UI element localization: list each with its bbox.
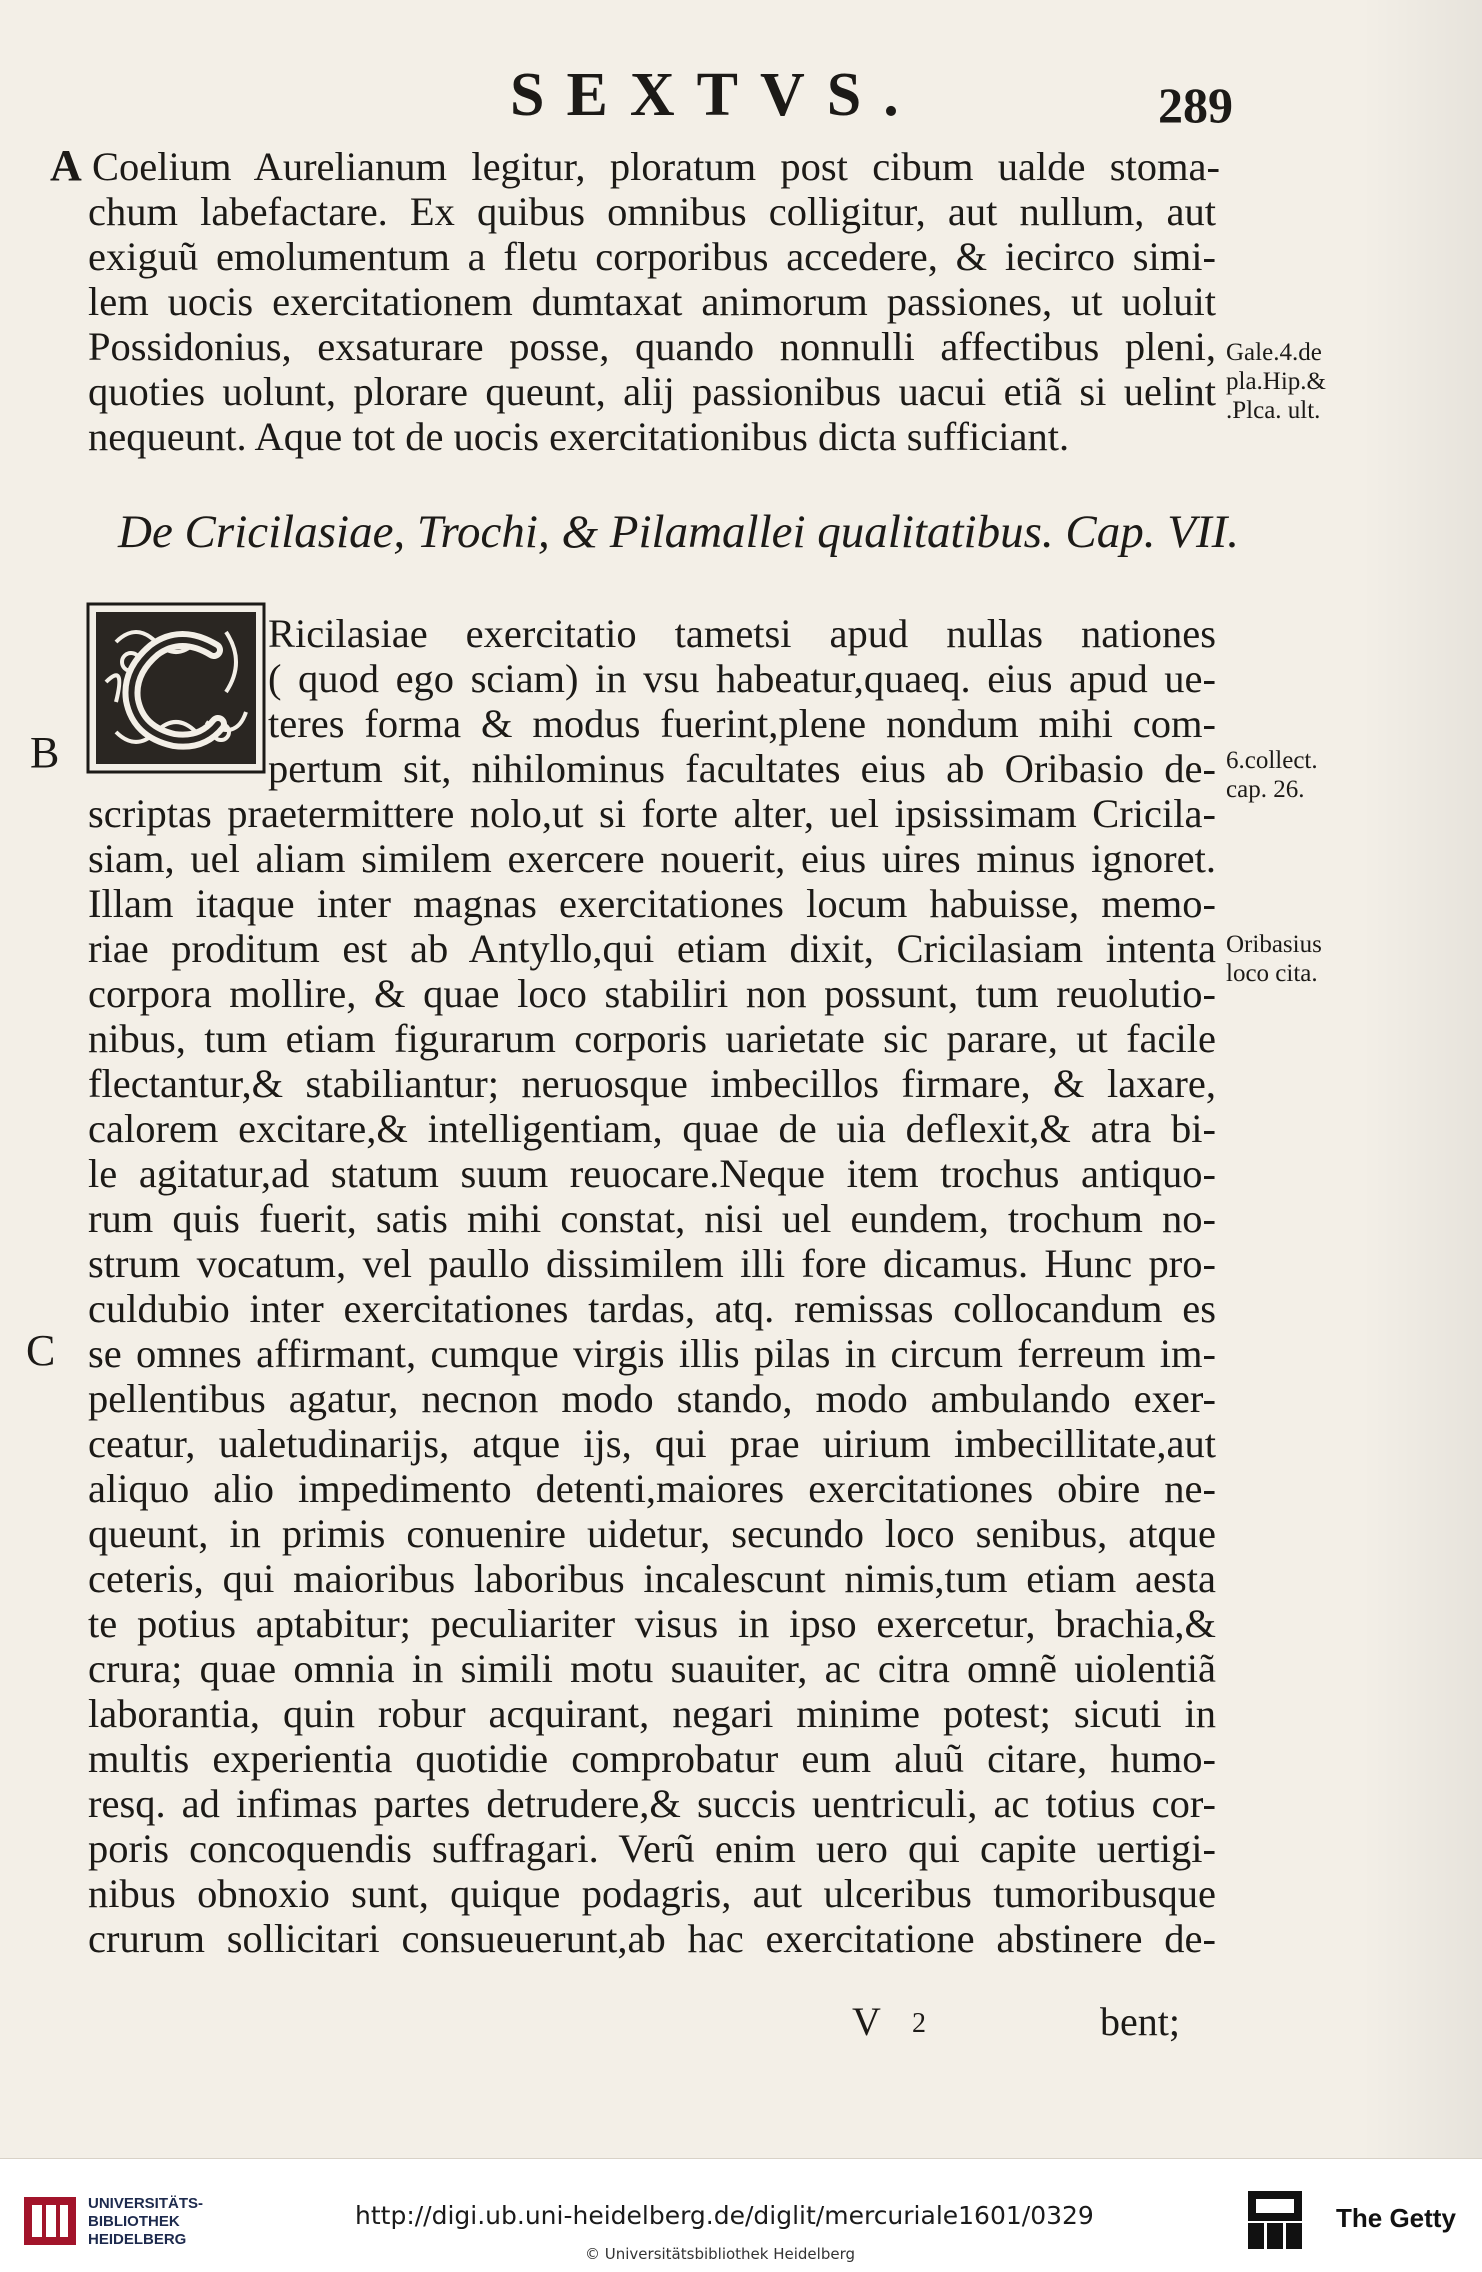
text-line: ceteris, qui maioribus laboribus incalescunt nimis,tum etiam aesta bbox=[88, 1556, 1216, 1601]
page-number: 289 bbox=[1158, 77, 1233, 133]
text-line: strum vocatum, vel paullo dissimilem illi fore dicamus. Hunc pro- bbox=[88, 1241, 1216, 1286]
margin-note-line: Oribasius bbox=[1226, 931, 1322, 958]
logo-text-line: HEIDELBERG bbox=[88, 2231, 187, 2248]
text-line: culdubio inter exercitationes tardas, atq. remissas collocandum es bbox=[88, 1286, 1216, 1331]
margin-note-line: 6.collect. bbox=[1226, 747, 1318, 774]
text-line: laborantia, quin robur acquirant, negari minime potest; sicuti in bbox=[88, 1691, 1216, 1736]
text-line: rum quis fuerit, satis mihi constat, nisi uel eundem, trochum no- bbox=[88, 1196, 1216, 1241]
running-head: SEXTVS. bbox=[510, 61, 921, 129]
margin-note bbox=[1226, 338, 1326, 425]
text-line: crura; quae omnia in simili motu suauiter, ac citra omnẽ uiolentiã bbox=[88, 1646, 1216, 1691]
margin-letter-b: B bbox=[30, 728, 60, 777]
chapter-heading: De Cricilasiae, Trochi, & Pilamallei qualitatibus. Cap. VII. bbox=[118, 506, 1240, 558]
text-line: exiguũ emolumentum a fletu corporibus accedere, & iecirco simi- bbox=[88, 234, 1216, 279]
getty-logo-icon bbox=[1246, 2189, 1304, 2251]
margin-letter-c: C bbox=[26, 1326, 56, 1375]
text-line: se omnes affirmant, cumque virgis illis pilas in circum ferreum im- bbox=[88, 1331, 1216, 1376]
margin-note-line: cap. 26. bbox=[1226, 776, 1305, 803]
logo-text-line: BIBLIOTHEK bbox=[88, 2213, 180, 2230]
getty-name: The Getty bbox=[1336, 2203, 1456, 2233]
text-line: riae proditum est ab Antyllo,qui etiam dixit, Cricilasiam intenta bbox=[88, 926, 1216, 971]
viewer-footer bbox=[0, 2158, 1482, 2272]
text-line: flectantur,& stabiliantur; neruosque imbecillos firmare, & laxare, bbox=[88, 1061, 1216, 1106]
university-library-name bbox=[88, 2195, 203, 2249]
text-line: Coelium Aurelianum legitur, ploratum post cibum ualde stoma- bbox=[92, 144, 1220, 189]
margin-note-line: pla.Hip.& bbox=[1226, 368, 1326, 395]
text-line: nequeunt. Aque tot de uocis exercitationibus dicta sufficiant. bbox=[88, 414, 1070, 459]
text-line: aliquo alio impedimento detenti,maiores exercitationes obire ne- bbox=[88, 1466, 1216, 1511]
margin-note-line: loco cita. bbox=[1226, 960, 1318, 987]
text-line: poris concoquendis suffragari. Verũ enim uero qui capite uertigi- bbox=[88, 1826, 1216, 1871]
margin-letter-a: A bbox=[50, 141, 82, 190]
text-line: scriptas praetermittere nolo,ut si forte alter, uel ipsissimam Cricila- bbox=[88, 791, 1216, 836]
text-line: pellentibus agatur, necnon modo stando, modo ambulando exer- bbox=[88, 1376, 1216, 1421]
margin-note-line: Gale.4.de bbox=[1226, 339, 1322, 366]
text-line: Possidonius, exsaturare posse, quando nonnulli affectibus pleni, bbox=[88, 324, 1216, 369]
text-line: Ricilasiae exercitatio tametsi apud nullas nationes bbox=[268, 611, 1216, 656]
logo-text-line: UNIVERSITÄTS- bbox=[88, 2195, 204, 2212]
text-line: queunt, in primis conuenire uidetur, secundo loco senibus, atque bbox=[88, 1511, 1216, 1556]
text-line: pertum sit, nihilominus facultates eius ab Oribasio de- bbox=[268, 746, 1216, 791]
text-line: Illam itaque inter magnas exercitationes locum habuisse, memo- bbox=[88, 881, 1216, 926]
text-line: siam, uel aliam similem exercere nouerit, eius uires minus ignoret. bbox=[88, 836, 1216, 881]
signature-number: 2 bbox=[912, 2008, 926, 2039]
text-line: calorem excitare,& intelligentiam, quae de uia deflexit,& atra bi- bbox=[88, 1106, 1216, 1151]
text-line: resq. ad infimas partes detrudere,& succis uentriculi, ac totius cor- bbox=[88, 1781, 1216, 1826]
text-line: chum labefactare. Ex quibus omnibus colligitur, aut nullum, aut bbox=[88, 189, 1216, 234]
margin-note bbox=[1226, 746, 1318, 804]
signature-mark: V bbox=[852, 1999, 881, 2044]
text-line: ( quod ego sciam) in vsu habeatur,quaeq. eius apud ue- bbox=[268, 656, 1216, 701]
text-line: teres forma & modus fuerint,plene nondum mihi com- bbox=[268, 701, 1216, 746]
text-line: le agitatur,ad statum suum reuocare.Neque item trochus antiquo- bbox=[88, 1151, 1216, 1196]
margin-note-line: .Plca. ult. bbox=[1226, 397, 1321, 424]
text-line: corpora mollire, & quae loco stabiliri non possunt, tum reuolutio- bbox=[88, 971, 1216, 1016]
decorated-initial-c-icon bbox=[86, 602, 266, 774]
text-line: quoties uolunt, plorare queunt, alij passionibus uacui etiã si uelint bbox=[88, 369, 1216, 414]
permalink-url[interactable]: http://digi.ub.uni-heidelberg.de/diglit/mercuriale1601/0329 bbox=[355, 2201, 1094, 2230]
text-line: nibus, tum etiam figurarum corporis uarietate sic parare, ut facile bbox=[88, 1016, 1216, 1061]
university-library-logo-icon bbox=[24, 2197, 76, 2245]
catchword: bent; bbox=[1100, 1999, 1180, 2044]
text-line: ceatur, ualetudinarijs, atque ijs, qui prae uirium imbecillitate,aut bbox=[88, 1421, 1216, 1466]
text-line: lem uocis exercitationem dumtaxat animorum passiones, ut uoluit bbox=[88, 279, 1216, 324]
text-line: multis experientia quotidie comprobatur eum aluũ citare, humo- bbox=[88, 1736, 1216, 1781]
margin-note bbox=[1226, 930, 1322, 988]
text-line: nibus obnoxio sunt, quique podagris, aut ulceribus tumoribusque bbox=[88, 1871, 1216, 1916]
text-line: te potius aptabitur; peculiariter visus in ipso exercetur, brachia,& bbox=[88, 1601, 1216, 1646]
text-line: crurum sollicitari consueuerunt,ab hac exercitatione abstinere de- bbox=[88, 1916, 1216, 1961]
page-edge-shadow bbox=[1362, 0, 1482, 2158]
copyright-notice: © Universitätsbibliothek Heidelberg bbox=[585, 2245, 856, 2263]
